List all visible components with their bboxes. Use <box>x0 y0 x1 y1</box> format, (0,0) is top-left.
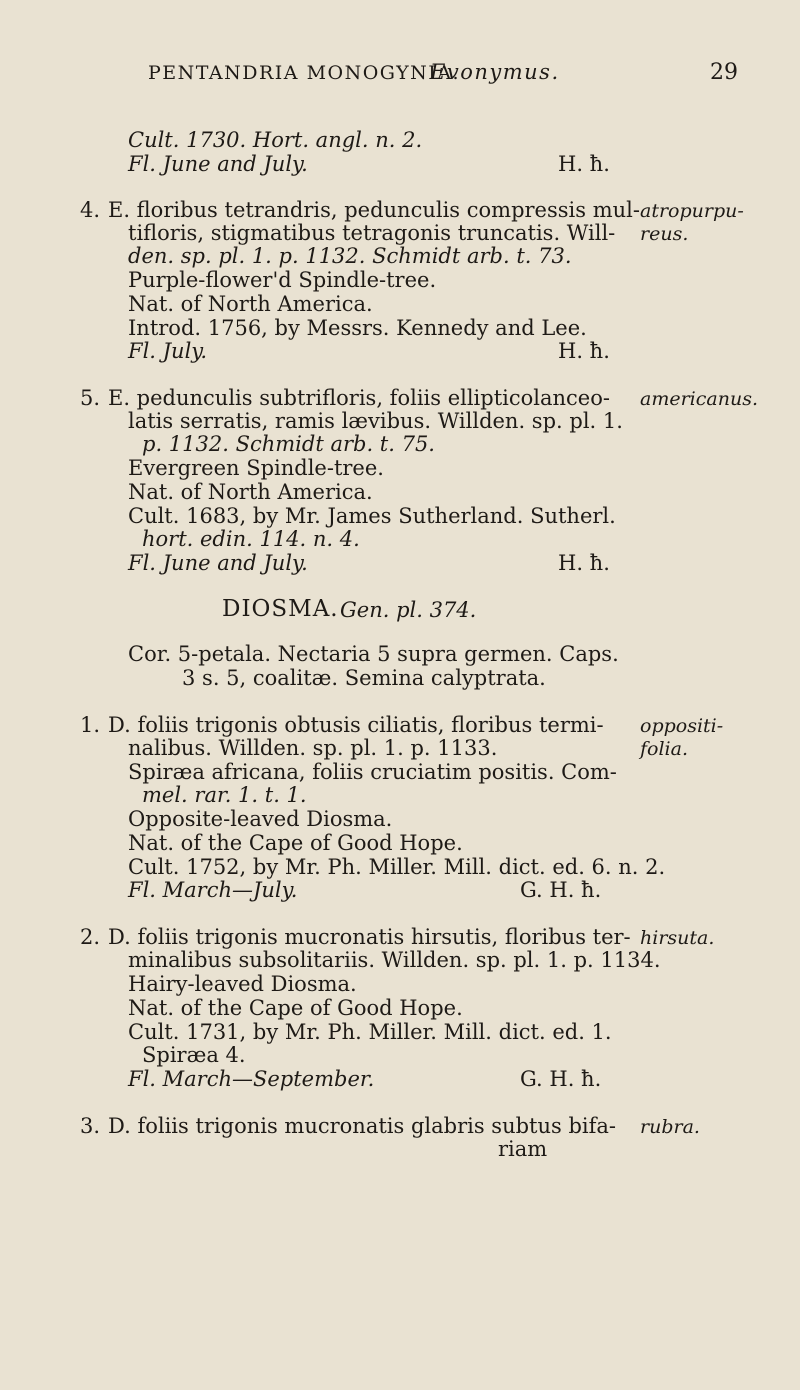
text-line: latis serratis, ramis lævibus. Willden. sp. pl. 1. <box>128 409 623 433</box>
text-line: Nat. of North America. <box>128 480 373 504</box>
epithet-sidenote: reus. <box>640 223 689 245</box>
text-line: Introd. 1756, by Messrs. Kennedy and Lee. <box>128 316 587 340</box>
genus-heading: DIOSMA. <box>222 596 339 622</box>
text-line: H. ħ. <box>558 551 610 575</box>
text-line: H. ħ. <box>558 152 610 176</box>
text-line: Nat. of North America. <box>128 292 373 316</box>
text-line: riam <box>498 1137 548 1161</box>
entry-number: 2. <box>80 925 101 949</box>
text-line: mel. rar. 1. t. 1. <box>142 783 307 807</box>
epithet-sidenote: oppositi- <box>640 715 724 737</box>
entry-number: 4. <box>80 198 101 222</box>
text-line: D. foliis trigonis obtusis ciliatis, floribus termi- <box>108 713 604 737</box>
text-line: Fl. March—September. <box>128 1067 375 1091</box>
epithet-sidenote: americanus. <box>640 388 758 410</box>
text-line: Fl. June and July. <box>128 152 308 176</box>
text-line: Cult. 1752, by Mr. Ph. Miller. Mill. dict. ed. 6. n. 2. <box>128 855 666 879</box>
epithet-sidenote: folia. <box>640 738 688 760</box>
text-line: p. 1132. Schmidt arb. t. 75. <box>142 432 435 456</box>
text-line: D. foliis trigonis mucronatis glabris subtus bifa- <box>108 1114 616 1138</box>
epithet-sidenote: atropurpu- <box>640 200 744 222</box>
text-line: nalibus. Willden. sp. pl. 1. p. 1133. <box>128 736 498 760</box>
text-line: Spiræa africana, foliis cruciatim positis. Com- <box>128 760 617 784</box>
text-line: Spiræa 4. <box>142 1043 246 1067</box>
text-line: E. floribus tetrandris, pedunculis compressis mul- <box>108 198 640 222</box>
text-line: Cult. 1731, by Mr. Ph. Miller. Mill. dict. ed. 1. <box>128 1020 612 1044</box>
text-line: 3 s. 5, coalitæ. Semina calyptrata. <box>182 666 546 690</box>
text-line: Fl. March—July. <box>128 878 298 902</box>
text-line: E. pedunculis subtrifloris, foliis ellipticolanceo- <box>108 386 610 410</box>
running-head-genus: Evonymus. <box>430 60 560 84</box>
genus-reference: Gen. pl. 374. <box>340 598 477 622</box>
text-line: Fl. July. <box>128 339 208 363</box>
text-line: Opposite-leaved Diosma. <box>128 807 393 831</box>
text-line: Cult. 1683, by Mr. James Sutherland. Sutherl. <box>128 504 616 528</box>
text-line: H. ħ. <box>558 339 610 363</box>
text-line: Fl. June and July. <box>128 551 308 575</box>
text-line: minalibus subsolitariis. Willden. sp. pl. 1. p. 1134. <box>128 948 661 972</box>
text-line: Nat. of the Cape of Good Hope. <box>128 996 463 1020</box>
epithet-sidenote: rubra. <box>640 1116 700 1138</box>
entry-number: 3. <box>80 1114 101 1138</box>
text-line: D. foliis trigonis mucronatis hirsutis, floribus ter- <box>108 925 631 949</box>
text-line: Evergreen Spindle-tree. <box>128 456 384 480</box>
entry-number: 1. <box>80 713 101 737</box>
text-line: Purple-flower'd Spindle-tree. <box>128 268 437 292</box>
text-line: G. H. ħ. <box>520 878 602 902</box>
text-line: Cult. 1730. Hort. angl. n. 2. <box>128 128 423 152</box>
page-number: 29 <box>710 60 738 85</box>
epithet-sidenote: hirsuta. <box>640 927 715 949</box>
text-line: den. sp. pl. 1. p. 1132. Schmidt arb. t. 73. <box>128 244 572 268</box>
text-line: tifloris, stigmatibus tetragonis truncatis. Will- <box>128 221 616 245</box>
text-line: hort. edin. 114. n. 4. <box>142 527 360 551</box>
text-line: G. H. ħ. <box>520 1067 602 1091</box>
text-line: Hairy-leaved Diosma. <box>128 972 357 996</box>
text-line: Nat. of the Cape of Good Hope. <box>128 831 463 855</box>
text-line: Cor. 5-petala. Nectaria 5 supra germen. Caps. <box>128 642 619 666</box>
running-head: PENTANDRIA MONOGYNIA. <box>148 62 461 84</box>
entry-number: 5. <box>80 386 101 410</box>
